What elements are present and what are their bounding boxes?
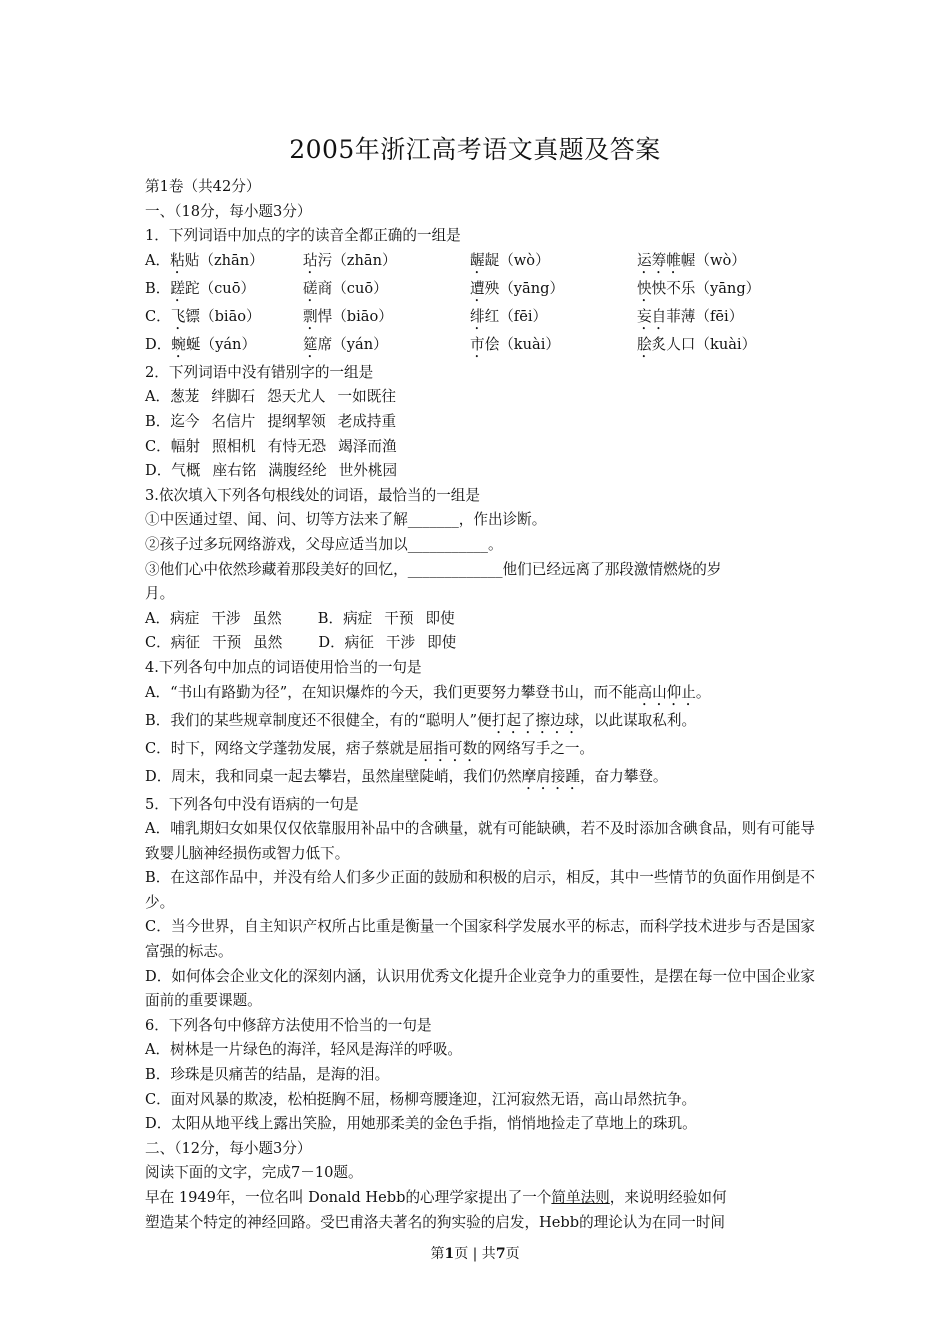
question-3-option-row bbox=[145, 607, 815, 632]
option-cell bbox=[470, 305, 637, 333]
option-label: D． bbox=[145, 335, 172, 353]
question-5-stem: 5．下列各句中没有语病的一句是 bbox=[145, 795, 359, 813]
option-text: 侩（kuài） bbox=[484, 335, 561, 353]
option-text: 跎（cuō） bbox=[184, 279, 256, 297]
option-text: D．周末，我和同桌一起去攀岩，虽然崖壁陡峭，我们仍然 bbox=[145, 767, 522, 785]
question-1-option-row bbox=[145, 305, 815, 333]
option-word: 满腹经纶 bbox=[268, 462, 327, 480]
dotted-char: 龌 bbox=[470, 251, 485, 269]
option-word: 虽然 bbox=[253, 634, 283, 652]
question-2-options bbox=[145, 385, 815, 483]
option-cell bbox=[145, 249, 303, 277]
option-word: 世外桃园 bbox=[338, 462, 398, 480]
option-word: 葱茏 bbox=[170, 388, 200, 406]
option-text: C．时下，网络文学蓬勃发展，痞子蔡就是 bbox=[145, 739, 419, 757]
option-label: B． bbox=[145, 412, 171, 430]
dotted-char: 绯 bbox=[470, 307, 485, 325]
option-word: 干预 bbox=[211, 634, 242, 652]
option-text: 污（zhān） bbox=[317, 251, 397, 269]
option-word: 怨天尤人 bbox=[267, 388, 326, 406]
option-cell bbox=[470, 249, 637, 277]
option-label: A． bbox=[145, 251, 171, 269]
option-cell bbox=[303, 277, 470, 305]
option-cell bbox=[303, 333, 470, 361]
dotted-char: 妄自 bbox=[637, 307, 667, 325]
option-label: A． bbox=[145, 609, 171, 627]
question-2-stem: 2．下列词语中没有错别字的一组是 bbox=[145, 363, 374, 381]
question-6-option-a: A．树林是一片绿色的海洋，轻风是海洋的呼吸。 bbox=[145, 1041, 463, 1059]
option-word: 即使 bbox=[427, 634, 457, 652]
dotted-char: 飞 bbox=[170, 307, 186, 325]
option-word: 干预 bbox=[384, 609, 414, 627]
question-3-options bbox=[145, 607, 815, 656]
dotted-char: 玷 bbox=[303, 251, 318, 269]
underlined-phrase: 简单法则 bbox=[551, 1189, 610, 1206]
question-6-option-b: B．珍珠是贝痛苦的结晶，是海的泪。 bbox=[145, 1066, 390, 1084]
option-word: 干涉 bbox=[211, 609, 241, 627]
section-one-heading: 一、（18分，每小题3分） bbox=[145, 202, 312, 220]
footer-text: 页 bbox=[505, 1246, 520, 1262]
question-4-option-c bbox=[145, 737, 815, 765]
dotted-char: 遭 bbox=[470, 279, 485, 297]
dotted-char: 蹉 bbox=[170, 279, 185, 297]
volume-heading: 第1卷（共42分） bbox=[145, 178, 261, 195]
dotted-char: 怏 bbox=[637, 279, 652, 297]
question-1-options bbox=[145, 249, 815, 361]
option-text: 菲薄（fēi） bbox=[666, 307, 744, 325]
passage-text: ，来说明经验如何 bbox=[609, 1189, 727, 1206]
option-label: C． bbox=[145, 634, 171, 652]
option-text: A．“书山有路勤为径”，在知识爆炸的今天，我们更要努力攀登书山，而不能 bbox=[145, 683, 638, 701]
option-word: 病症 bbox=[343, 609, 373, 627]
reading-passage-line-1 bbox=[145, 1186, 815, 1211]
question-6-option-d: D．太阳从地平线上露出笑脸，用她那柔美的金色手指，悄悄地捡走了草地上的珠玑。 bbox=[145, 1115, 697, 1133]
option-label: D． bbox=[145, 462, 172, 480]
question-1-option-row bbox=[145, 249, 815, 277]
question-3-stem: 3.依次填入下列各句根线处的词语，最恰当的一组是 bbox=[145, 486, 480, 504]
option-text: 蜒（yán） bbox=[185, 335, 257, 353]
question-5-option-d: D．如何体会企业文化的深刻内涵，认识用优秀文化提升企业竞争力的重要性，是摆在每一位中国企业家面前的重要课题。 bbox=[145, 967, 815, 1010]
question-2-option bbox=[145, 385, 815, 410]
question-4-option-b bbox=[145, 709, 815, 737]
question-3-sentence-3: ③他们心中依然珍藏着那段美好的回忆，_____________他们已经远离了那段激情燃烧的岁 bbox=[145, 560, 722, 578]
question-5-option-c: C．当今世界，自主知识产权所占比重是衡量一个国家科学发展水平的标志，而科学技术进步与否是国家富强的标志。 bbox=[145, 918, 815, 961]
option-label: D． bbox=[318, 634, 345, 652]
dotted-phrase: 高山仰止 bbox=[637, 683, 696, 701]
option-cell bbox=[470, 277, 637, 305]
option-word: 气概 bbox=[171, 462, 201, 480]
dotted-char: 筵 bbox=[303, 335, 318, 353]
option-cell bbox=[637, 277, 815, 305]
option-text: 贴（zhān） bbox=[184, 251, 264, 269]
option-cell bbox=[145, 305, 303, 333]
option-text: 红（fēi） bbox=[484, 307, 548, 325]
question-4-stem: 4.下列各句中加点的词语使用恰当的一句是 bbox=[145, 658, 422, 676]
option-word: 幅射 bbox=[170, 437, 200, 455]
page-title: 2005年浙江高考语文真题及答案 bbox=[289, 135, 661, 164]
question-4-option-a bbox=[145, 681, 815, 709]
option-text-end: ，以此谋取私利。 bbox=[579, 711, 697, 729]
question-2-option bbox=[145, 435, 815, 460]
dotted-char: 剽 bbox=[303, 307, 318, 325]
option-cell bbox=[637, 249, 815, 277]
option-word: 竭泽而渔 bbox=[338, 437, 397, 455]
option-label: C． bbox=[145, 437, 171, 455]
question-1-stem: 1．下列词语中加点的字的读音全都正确的一组是 bbox=[145, 227, 461, 245]
option-text: 席（yán） bbox=[317, 335, 388, 353]
option-word: 老成持重 bbox=[337, 412, 397, 430]
question-1-option-row bbox=[145, 277, 815, 305]
option-text: B．我们的某些规章制度还不很健全，有的“聪明人”便 bbox=[145, 711, 492, 729]
option-text: 幄（wò） bbox=[680, 251, 746, 269]
option-text: 镖（biāo） bbox=[185, 307, 261, 325]
dotted-char: 市 bbox=[470, 335, 485, 353]
option-word: 干涉 bbox=[385, 634, 416, 652]
question-5-option-a: A．哺乳期妇女如果仅仅依靠服用补品中的含碘量，就有可能缺碘，若不及时添加含碘食品，则有可能导致婴儿脑神经损伤或智力低下。 bbox=[145, 820, 815, 862]
question-3-sentence-3-cont: 月。 bbox=[145, 585, 175, 603]
passage-text: 早在 1949年，一位名叫 Donald Hebb的心理学家提出了一个 bbox=[145, 1189, 552, 1206]
question-3-sentence-2: ②孩子过多玩网络游戏，父母应适当加以___________。 bbox=[145, 535, 503, 553]
dotted-char: 蜿 bbox=[171, 335, 186, 353]
page-footer bbox=[0, 1244, 950, 1264]
footer-text: 页 | 共 bbox=[454, 1246, 496, 1262]
option-text-end: 。 bbox=[695, 683, 711, 701]
option-cell bbox=[145, 333, 303, 361]
option-word: 病征 bbox=[344, 634, 374, 652]
question-6-option-c: C．面对风暴的欺凌，松柏挺胸不屈，杨柳弯腰逢迎，江河寂然无语，高山昂然抗争。 bbox=[145, 1090, 697, 1108]
option-cell bbox=[145, 277, 303, 305]
option-cell bbox=[303, 305, 470, 333]
option-text: 怏不乐（yāng） bbox=[651, 279, 761, 297]
dotted-char: 运筹帷 bbox=[637, 251, 681, 269]
option-word: 即使 bbox=[425, 609, 455, 627]
option-label: B． bbox=[145, 279, 171, 297]
option-word: 病征 bbox=[170, 634, 200, 652]
option-label: B． bbox=[317, 609, 344, 627]
option-word: 照相机 bbox=[211, 437, 256, 455]
question-6-stem: 6．下列各句中修辞方法使用不恰当的一句是 bbox=[145, 1016, 432, 1034]
option-label: C． bbox=[145, 307, 171, 325]
option-cell bbox=[637, 333, 815, 361]
option-word: 有恃无恐 bbox=[267, 437, 327, 455]
dotted-phrase: 打起了擦边球 bbox=[491, 711, 580, 729]
option-cell bbox=[303, 249, 470, 277]
total-pages: 7 bbox=[495, 1246, 506, 1262]
option-word: 虽然 bbox=[252, 609, 282, 627]
dotted-char: 粘 bbox=[170, 251, 185, 269]
question-2-option bbox=[145, 410, 815, 435]
option-label: A． bbox=[145, 388, 171, 406]
document-body bbox=[145, 175, 815, 1235]
option-word: 座右铭 bbox=[212, 462, 257, 480]
dotted-phrase: 摩肩接踵 bbox=[521, 767, 580, 785]
option-cell bbox=[637, 305, 815, 333]
dotted-char: 脍 bbox=[637, 335, 652, 353]
question-3-option-row bbox=[145, 631, 815, 656]
question-5-option-b: B．在这部作品中，并没有给人们多少正面的鼓励和积极的启示，相反，其中一些情节的负面作用倒是不少。 bbox=[145, 869, 815, 911]
option-word: 名信片 bbox=[211, 412, 256, 430]
option-text-end: 的网络写手之一。 bbox=[477, 739, 595, 757]
option-text-end: ，奋力攀登。 bbox=[579, 767, 668, 785]
question-1-option-row bbox=[145, 333, 815, 361]
page-number: 1 bbox=[444, 1246, 455, 1262]
option-cell bbox=[470, 333, 637, 361]
dotted-phrase: 屈指可数 bbox=[418, 739, 478, 757]
section-two-heading: 二、（12分，每小题3分） bbox=[145, 1139, 312, 1157]
footer-text: 第 bbox=[430, 1246, 445, 1262]
question-2-option bbox=[145, 459, 815, 484]
option-word: 病症 bbox=[170, 609, 200, 627]
question-4-option-d bbox=[145, 765, 815, 793]
option-text: 商（cuō） bbox=[317, 279, 388, 297]
option-text: 龊（wò） bbox=[484, 251, 550, 269]
reading-instruction: 阅读下面的文字，完成7－10题。 bbox=[145, 1164, 363, 1182]
option-text: 炙人口（kuài） bbox=[651, 335, 757, 353]
option-text: 悍（biāo） bbox=[317, 307, 393, 325]
option-text: 殃（yāng） bbox=[484, 279, 565, 297]
dotted-char: 磋 bbox=[303, 279, 318, 297]
option-word: 绊脚石 bbox=[211, 388, 256, 406]
reading-passage-line-2: 塑造某个特定的神经回路。受巴甫洛夫著名的狗实验的启发，Hebb的理论认为在同一时间 bbox=[145, 1213, 726, 1231]
option-word: 一如既往 bbox=[337, 388, 396, 406]
option-word: 迄今 bbox=[170, 412, 200, 430]
option-word: 提纲挈领 bbox=[267, 412, 326, 430]
question-3-sentence-1: ①中医通过望、闻、问、切等方法来了解_______，作出诊断。 bbox=[145, 511, 547, 529]
